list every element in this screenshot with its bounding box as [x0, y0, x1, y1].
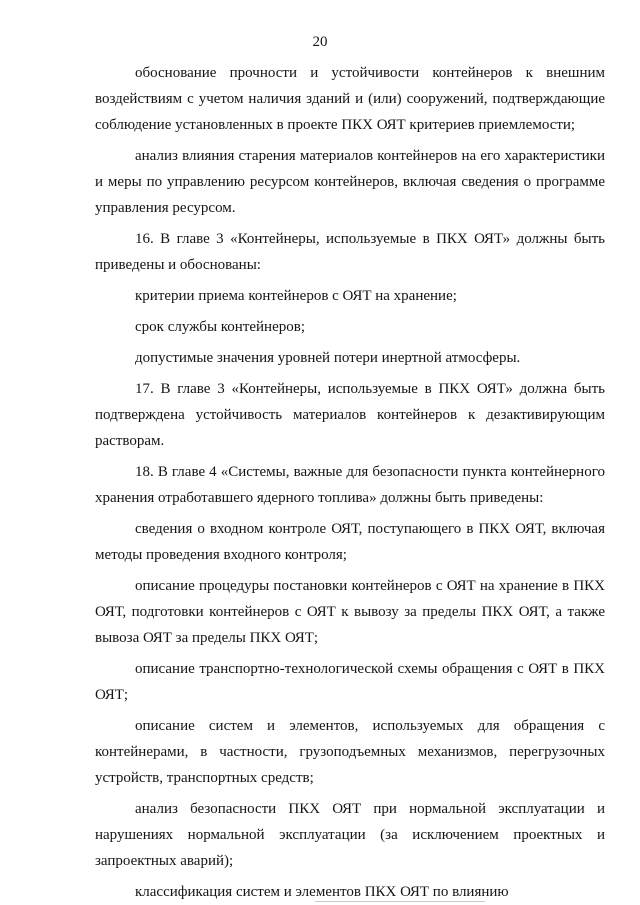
- paragraph: критерии приема контейнеров с ОЯТ на хранение;: [135, 288, 457, 304]
- page-number: 20: [312, 34, 328, 50]
- paragraph: сведения о входном контроле ОЯТ, поступающего в ПКХ ОЯТ, включая методы проведения входного контроля;: [95, 521, 605, 563]
- scan-edge-divider: [315, 901, 485, 902]
- document-body: [95, 60, 605, 905]
- paragraph: допустимые значения уровней потери инертной атмосферы.: [135, 350, 521, 366]
- paragraph: анализ влияния старения материалов контейнеров на его характеристики и меры по управлению ресурсом контейнеров, включая сведения о программе управления ресурсом.: [95, 148, 605, 216]
- paragraph: описание систем и элементов, используемых для обращения с контейнерами, в частности, грузоподъемных механизмов, перегрузочных устройств, транспортных средств;: [95, 718, 605, 786]
- paragraph: описание транспортно-технологической схемы обращения с ОЯТ в ПКХ ОЯТ;: [95, 661, 605, 703]
- paragraph: 16. В главе 3 «Контейнеры, используемые в ПКХ ОЯТ» должны быть приведены и обоснованы:: [95, 231, 605, 273]
- paragraph: срок службы контейнеров;: [135, 319, 305, 335]
- paragraph: описание процедуры постановки контейнеров с ОЯТ на хранение в ПКХ ОЯТ, подготовки контейнеров с ОЯТ к вывозу за пределы ПКХ ОЯТ, а также вывоза ОЯТ за пределы ПКХ ОЯТ;: [95, 578, 605, 646]
- paragraph: анализ безопасности ПКХ ОЯТ при нормальной эксплуатации и нарушениях нормальной эксплуатации (за исключением проектных и запроектных аварий);: [95, 801, 605, 869]
- paragraph: 17. В главе 3 «Контейнеры, используемые в ПКХ ОЯТ» должна быть подтверждена устойчивость материалов контейнеров к дезактивирующим растворам.: [95, 381, 605, 449]
- paragraph: 18. В главе 4 «Системы, важные для безопасности пункта контейнерного хранения отработавшего ядерного топлива» должны быть приведены:: [95, 464, 605, 506]
- paragraph: классификация систем и элементов ПКХ ОЯТ по влиянию: [135, 884, 509, 900]
- paragraph: обоснование прочности и устойчивости контейнеров к внешним воздействиям с учетом наличия зданий и (или) сооружений, подтверждающие соблюдение установленных в проекте ПКХ ОЯТ критериев приемлемости;: [95, 65, 605, 133]
